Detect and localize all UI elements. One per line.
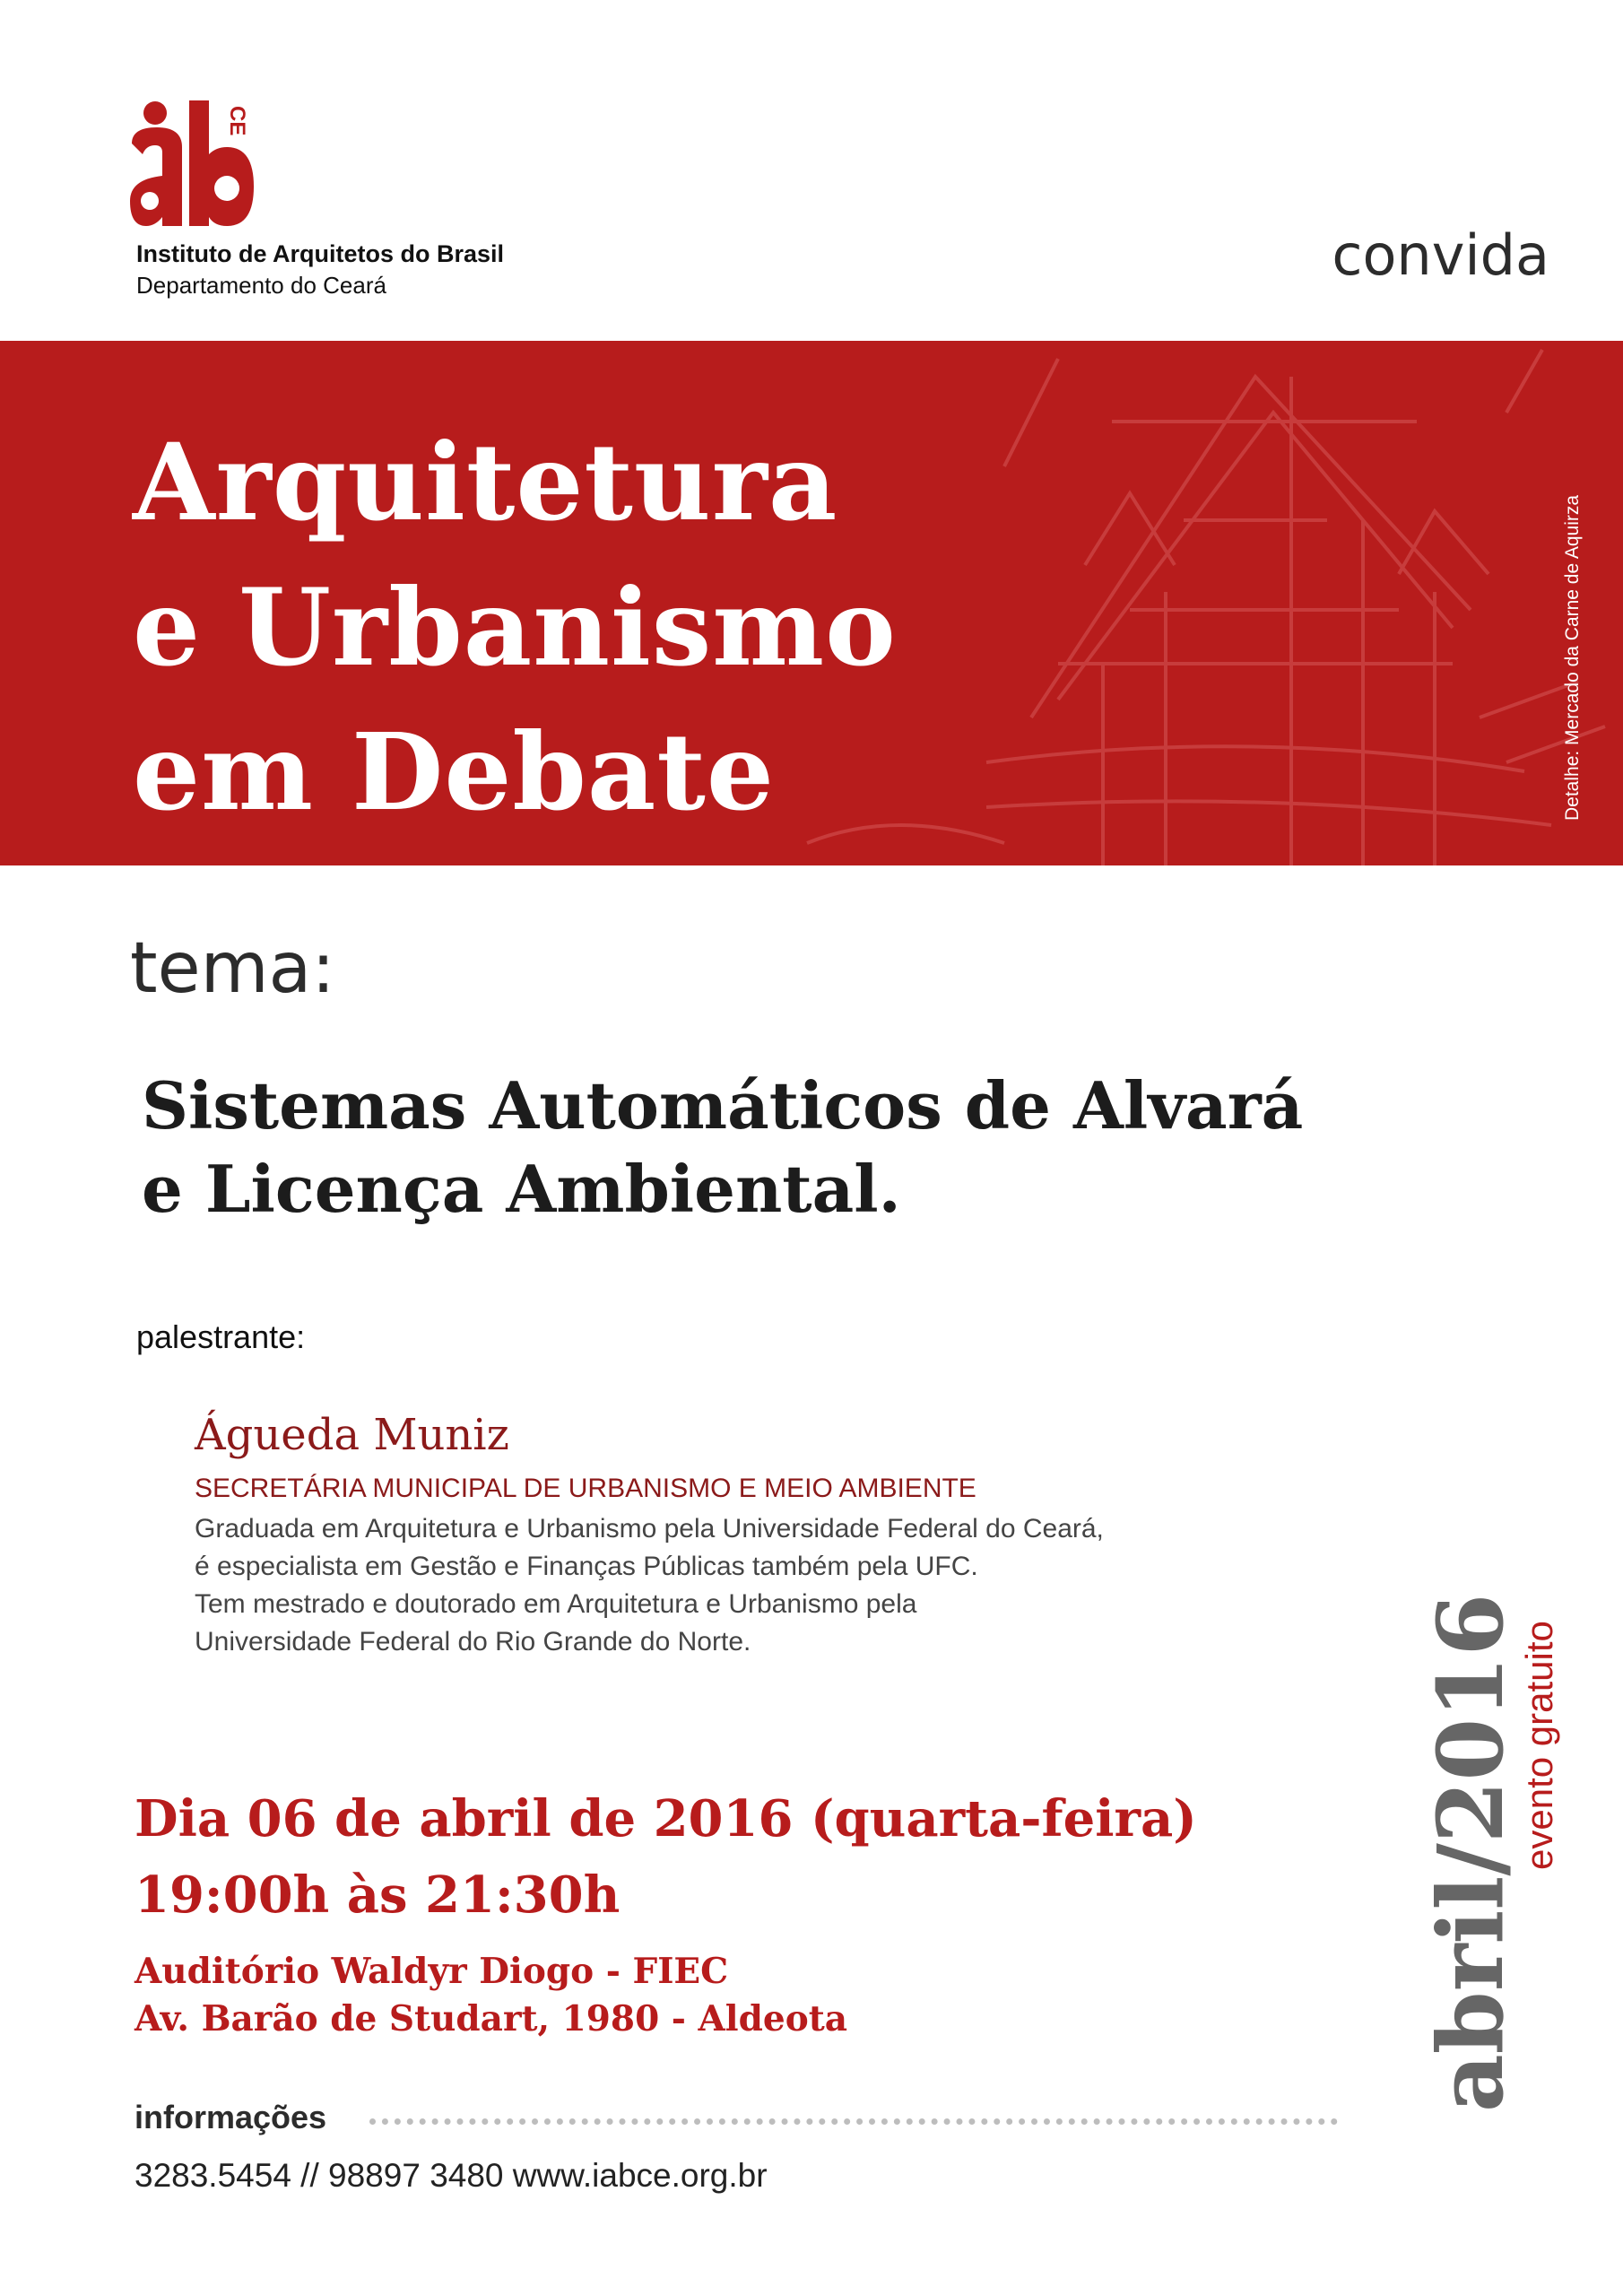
theme-label: tema:: [130, 928, 335, 1009]
month-year-vertical: abril/2016: [1418, 1593, 1523, 2112]
theme-title-line-2: e Licença Ambiental.: [142, 1151, 901, 1227]
invite-label: convida: [1332, 222, 1549, 288]
org-name: Instituto de Arquitetos do Brasil: [136, 240, 505, 267]
dotted-divider: [369, 2118, 1338, 2125]
speaker-bio-line: Universidade Federal do Rio Grande do Norte.: [195, 1627, 751, 1657]
title-banner: [0, 341, 1623, 865]
photo-credit: Detalhe: Mercado da Carne de Aquirza: [1562, 494, 1583, 821]
event-title-line-1: Arquitetura: [133, 420, 838, 544]
free-event-label: evento gratuito: [1518, 1621, 1560, 1870]
speaker-name: Águeda Muniz: [195, 1410, 509, 1460]
theme-title-line-1: Sistemas Automáticos de Alvará: [142, 1067, 1304, 1144]
svg-text:CE: CE: [225, 106, 249, 136]
speaker-label: palestrante:: [136, 1318, 306, 1355]
event-title-line-3: em Debate: [133, 709, 775, 834]
speaker-role: SECRETÁRIA MUNICIPAL DE URBANISMO E MEIO AMBIENTE: [195, 1474, 976, 1503]
event-address: Av. Barão de Studart, 1980 - Aldeota: [135, 1998, 848, 2039]
iab-ce-logo: [130, 100, 256, 226]
speaker-bio-line: Graduada em Arquitetura e Urbanismo pela Universidade Federal do Ceará,: [195, 1514, 1104, 1544]
event-venue: Auditório Waldyr Diogo - FIEC: [135, 1951, 729, 1992]
event-time: 19:00h às 21:30h: [135, 1866, 621, 1925]
info-label: informações: [135, 2099, 327, 2135]
contact-line: 3283.5454 // 98897 3480 www.iabce.org.br: [135, 2157, 768, 2194]
speaker-bio-line: Tem mestrado e doutorado em Arquitetura e Urbanismo pela: [195, 1589, 917, 1619]
org-department: Departamento do Ceará: [136, 272, 386, 299]
event-date: Dia 06 de abril de 2016 (quarta-feira): [135, 1789, 1197, 1848]
speaker-bio-line: é especialista em Gestão e Finanças Públicas também pela UFC.: [195, 1552, 978, 1581]
event-title-line-2: e Urbanismo: [133, 565, 897, 690]
